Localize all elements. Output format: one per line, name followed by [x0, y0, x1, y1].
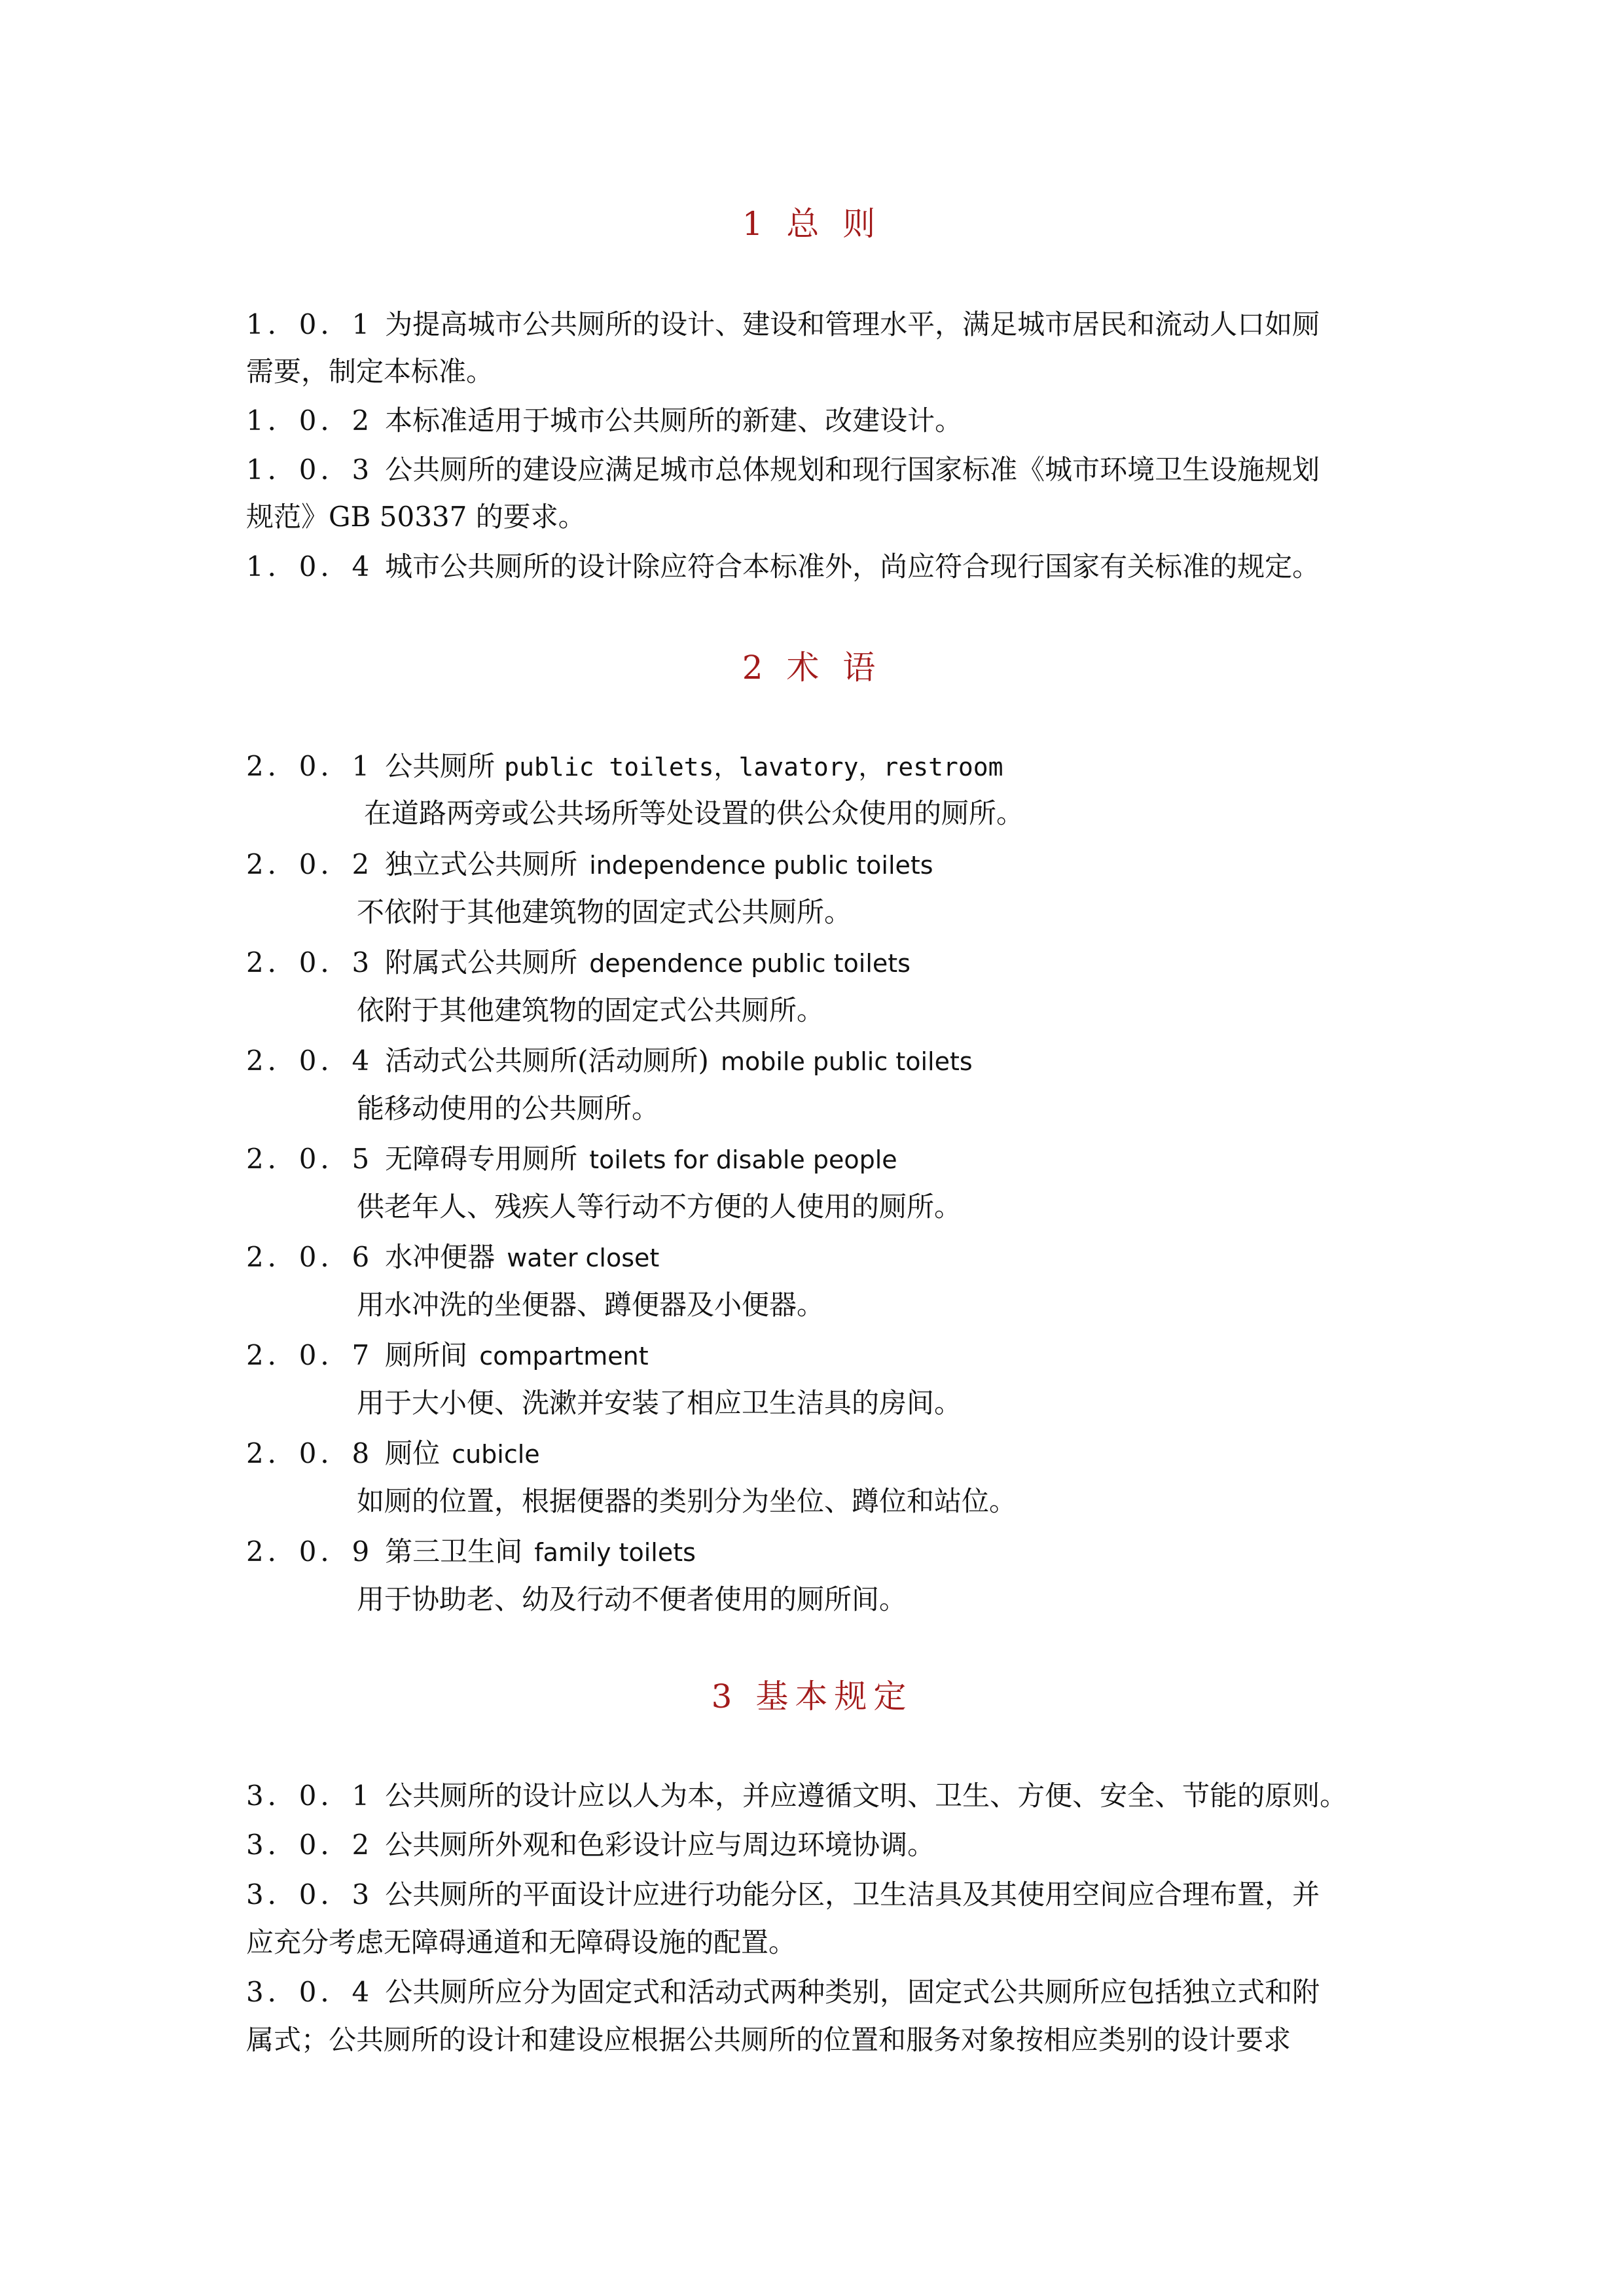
- section-heading-terms: 2 术 语: [742, 649, 882, 687]
- clause-number: 3．0．1: [246, 1780, 374, 1812]
- term-2-0-1-definition: 在道路两旁或公共场所等处设置的供公众使用的厕所。: [364, 797, 1024, 829]
- term-name: 活动式公共厕所(活动厕所): [385, 1045, 709, 1077]
- clause-1-0-1-line-1: [246, 306, 1385, 343]
- term-number: 2．0．2: [246, 848, 374, 880]
- term-english: dependence public toilets: [589, 949, 911, 978]
- clause-text: 公共厕所的设计应以人为本，并应遵循文明、卫生、方便、安全、节能的原则。: [385, 1780, 1348, 1812]
- clause-3-0-2: [246, 1827, 1385, 1863]
- term-2-0-5: [246, 1141, 1385, 1178]
- clause-number: 3．0．2: [246, 1829, 374, 1861]
- term-name: 第三卫生间: [385, 1535, 523, 1568]
- term-name: 厕所间: [385, 1339, 468, 1371]
- clause-text: 公共厕所的平面设计应进行功能分区，卫生洁具及其使用空间应合理布置，并: [385, 1878, 1320, 1910]
- clause-text: 为提高城市公共厕所的设计、建设和管理水平，满足城市居民和流动人口如厕: [385, 308, 1320, 340]
- term-number: 2．0．4: [246, 1045, 374, 1077]
- clause-1-0-3-line-1: [246, 452, 1385, 488]
- term-2-0-3-definition: 依附于其他建筑物的固定式公共厕所。: [357, 994, 825, 1026]
- term-name: 厕位: [385, 1437, 441, 1469]
- term-2-0-9-definition: 用于协助老、幼及行动不便者使用的厕所间。: [357, 1583, 907, 1615]
- term-2-0-3: [246, 944, 1385, 982]
- clause-1-0-1-line-2: 需要，制定本标准。: [246, 355, 494, 387]
- term-2-0-7: [246, 1337, 1385, 1374]
- term-2-0-4: [246, 1043, 1385, 1080]
- clause-3-0-4-line-2: 属式；公共厕所的设计和建设应根据公共厕所的位置和服务对象按相应类别的设计要求: [246, 2024, 1291, 2056]
- clause-3-0-3-line-2: 应充分考虑无障碍通道和无障碍设施的配置。: [246, 1926, 797, 1958]
- term-english: public toilets，lavatory，restroom: [504, 753, 1003, 781]
- clause-3-0-4-line-1: [246, 1974, 1385, 2011]
- clause-text: 公共厕所的建设应满足城市总体规划和现行国家标准《城市环境卫生设施规划: [385, 454, 1320, 486]
- term-2-0-9: [246, 1534, 1385, 1571]
- term-name: 公共厕所: [385, 750, 496, 782]
- term-number: 2．0．6: [246, 1241, 374, 1273]
- term-2-0-4-definition: 能移动使用的公共厕所。: [357, 1092, 660, 1124]
- term-2-0-7-definition: 用于大小便、洗漱并安装了相应卫生洁具的房间。: [357, 1387, 962, 1419]
- term-english: independence public toilets: [589, 851, 933, 880]
- clause-number: 1．0．1: [246, 308, 374, 340]
- term-number: 2．0．8: [246, 1437, 374, 1469]
- clause-number: 1．0．3: [246, 454, 374, 486]
- term-2-0-2: [246, 846, 1385, 884]
- clause-number: 1．0．2: [246, 404, 374, 437]
- clause-text: 公共厕所应分为固定式和活动式两种类别，固定式公共厕所应包括独立式和附: [385, 1976, 1320, 2008]
- clause-1-0-2: [246, 403, 1385, 439]
- term-english: cubicle: [452, 1440, 540, 1469]
- term-number: 2．0．1: [246, 750, 374, 782]
- term-english: toilets for disable people: [589, 1145, 897, 1174]
- term-2-0-5-definition: 供老年人、残疾人等行动不方便的人使用的厕所。: [357, 1191, 962, 1223]
- clause-number: 1．0．4: [246, 550, 374, 583]
- section-heading-general: 1 总 则: [742, 205, 882, 243]
- term-2-0-6: [246, 1239, 1385, 1276]
- term-name: 附属式公共厕所: [385, 946, 578, 978]
- clause-text: 本标准适用于城市公共厕所的新建、改建设计。: [385, 404, 963, 437]
- term-number: 2．0．7: [246, 1339, 374, 1371]
- term-name: 独立式公共厕所: [385, 848, 578, 880]
- term-number: 2．0．9: [246, 1535, 374, 1568]
- term-number: 2．0．5: [246, 1143, 374, 1175]
- term-2-0-1: [246, 748, 1385, 785]
- term-name: 无障碍专用厕所: [385, 1143, 578, 1175]
- term-english: family toilets: [534, 1538, 696, 1567]
- term-2-0-8: [246, 1435, 1385, 1473]
- term-english: water closet: [507, 1244, 660, 1272]
- clause-text: 公共厕所外观和色彩设计应与周边环境协调。: [385, 1829, 935, 1861]
- clause-number: 3．0．4: [246, 1976, 374, 2008]
- clause-3-0-1: [246, 1778, 1385, 1814]
- term-english: mobile public toilets: [720, 1047, 973, 1076]
- term-2-0-8-definition: 如厕的位置，根据便器的类别分为坐位、蹲位和站位。: [357, 1485, 1017, 1517]
- term-2-0-6-definition: 用水冲洗的坐便器、蹲便器及小便器。: [357, 1289, 825, 1321]
- term-2-0-2-definition: 不依附于其他建筑物的固定式公共厕所。: [357, 896, 852, 928]
- term-name: 水冲便器: [385, 1241, 496, 1273]
- clause-text: 城市公共厕所的设计除应符合本标准外，尚应符合现行国家有关标准的规定。: [385, 550, 1320, 583]
- clause-3-0-3-line-1: [246, 1876, 1385, 1913]
- term-english: compartment: [479, 1342, 649, 1371]
- clause-1-0-3-line-2: 规范》GB 50337 的要求。: [246, 501, 586, 533]
- clause-number: 3．0．3: [246, 1878, 374, 1910]
- section-heading-basic-provisions: 3 基本规定: [711, 1677, 913, 1715]
- clause-1-0-4: [246, 548, 1385, 585]
- term-number: 2．0．3: [246, 946, 374, 978]
